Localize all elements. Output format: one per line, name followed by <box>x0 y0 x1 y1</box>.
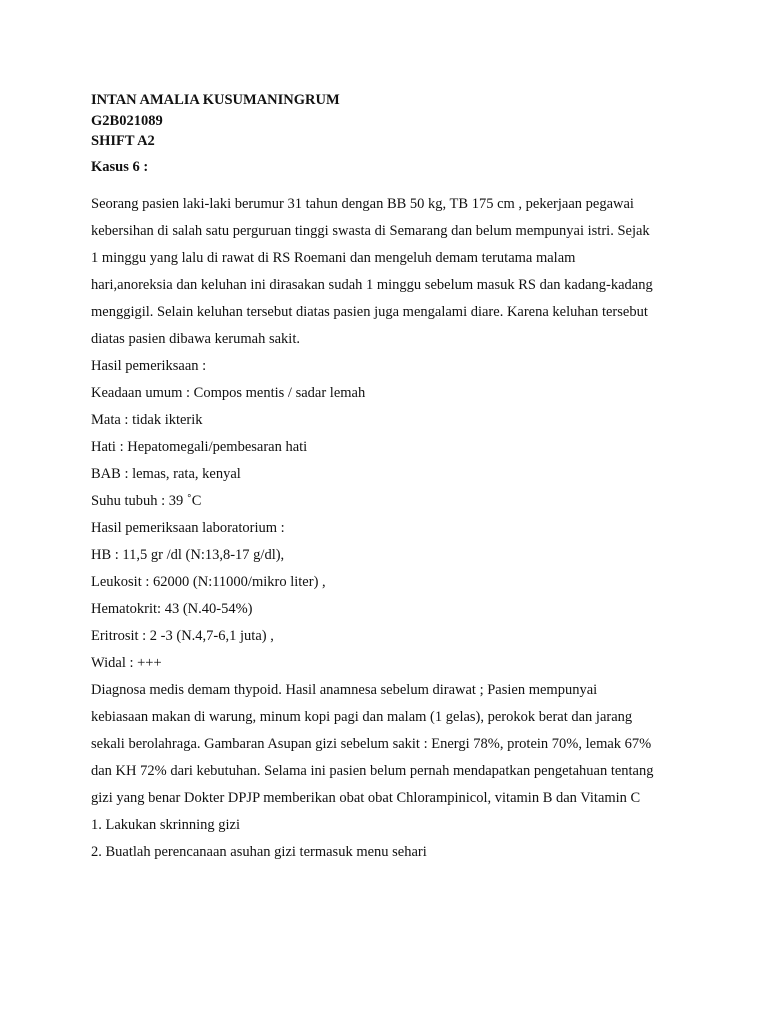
task-item: 1. Lakukan skrinning gizi <box>91 816 241 833</box>
text-line: Hasil pemeriksaan : <box>91 357 207 374</box>
text-line: Eritrosit : 2 -3 (N.4,7-6,1 juta) , <box>91 627 274 644</box>
text-line: Leukosit : 62000 (N:11000/mikro liter) , <box>91 573 326 590</box>
document-content <box>91 90 691 866</box>
case-title: Kasus 6 : <box>91 158 149 175</box>
text-line: menggigil. Selain keluhan tersebut diatas pasien juga mengalami diare. Karena keluhan tersebut <box>91 303 648 320</box>
task-item: 2. Buatlah perencanaan asuhan gizi termasuk menu sehari <box>91 843 427 860</box>
text-line: Suhu tubuh : 39 ˚C <box>91 492 202 509</box>
text-line: Keadaan umum : Compos mentis / sadar lemah <box>91 384 366 401</box>
text-line: hari,anoreksia dan keluhan ini dirasakan sudah 1 minggu sebelum masuk RS dan kadang-kadang <box>91 276 653 293</box>
text-line: BAB : lemas, rata, kenyal <box>91 465 241 482</box>
text-line: dan KH 72% dari kebutuhan. Selama ini pasien belum pernah mendapatkan pengetahuan tentang <box>91 762 654 779</box>
text-line: Mata : tidak ikterik <box>91 411 203 428</box>
student-id: G2B021089 <box>91 112 163 129</box>
text-line: 1 minggu yang lalu di rawat di RS Roemani dan mengeluh demam terutama malam <box>91 249 576 266</box>
text-line: sekali berolahraga. Gambaran Asupan gizi sebelum sakit : Energi 78%, protein 70%, lemak 67% <box>91 735 652 752</box>
text-line: kebiasaan makan di warung, minum kopi pagi dan malam (1 gelas), perokok berat dan jarang <box>91 708 633 725</box>
text-line: Diagnosa medis demam thypoid. Hasil anamnesa sebelum dirawat ; Pasien mempunyai <box>91 681 598 698</box>
text-line: Widal : +++ <box>91 654 162 671</box>
text-line: diatas pasien dibawa kerumah sakit. <box>91 330 300 347</box>
case-body <box>91 191 691 866</box>
text-line: Hasil pemeriksaan laboratorium : <box>91 519 285 536</box>
text-line: Hematokrit: 43 (N.40-54%) <box>91 600 253 617</box>
student-name: INTAN AMALIA KUSUMANINGRUM <box>91 92 340 108</box>
text-line: gizi yang benar Dokter DPJP memberikan obat obat Chlorampinicol, vitamin B dan Vitamin C <box>91 789 641 806</box>
text-line: HB : 11,5 gr /dl (N:13,8-17 g/dl), <box>91 546 285 563</box>
text-line: Hati : Hepatomegali/pembesaran hati <box>91 438 308 455</box>
text-line: kebersihan di salah satu perguruan tinggi swasta di Semarang dan belum mempunyai istri. Sejak <box>91 222 650 239</box>
text-line: Seorang pasien laki-laki berumur 31 tahun dengan BB 50 kg, TB 175 cm , pekerjaan pegawai <box>91 195 634 212</box>
shift-label: SHIFT A2 <box>91 133 155 149</box>
